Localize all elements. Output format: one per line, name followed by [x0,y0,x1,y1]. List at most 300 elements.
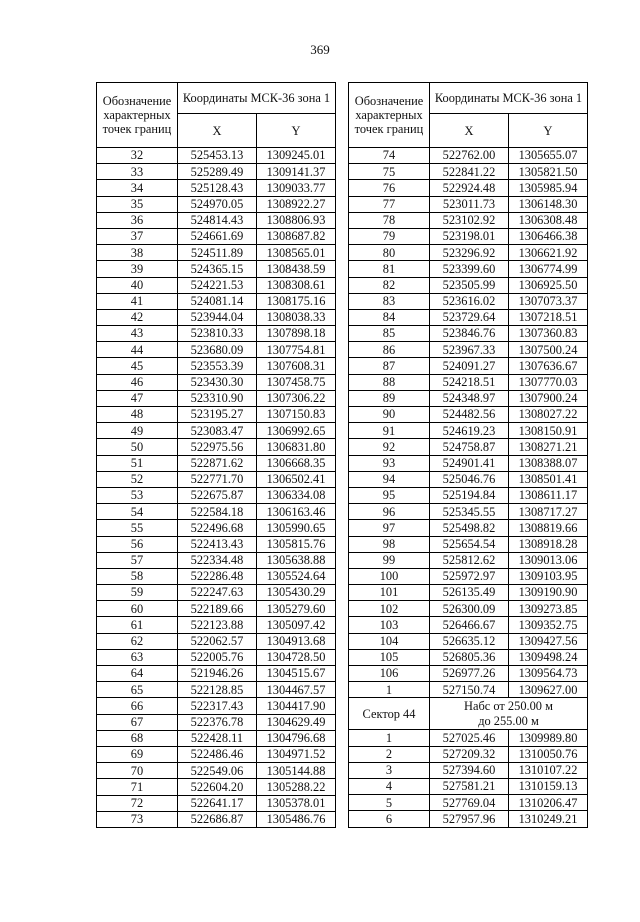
y-coordinate: 1308388.07 [509,455,588,471]
table-row [349,407,588,423]
table-row [349,180,588,196]
point-number: 84 [349,309,430,325]
table-row [349,601,588,617]
point-number: 92 [349,439,430,455]
point-number: 5 [349,795,430,811]
point-number: 93 [349,455,430,471]
y-coordinate: 1307306.22 [257,390,336,406]
y-coordinate: 1306308.48 [509,212,588,228]
table-row [97,666,336,682]
x-coordinate: 522189.66 [178,601,257,617]
y-coordinate: 1306925.50 [509,277,588,293]
table-row [97,342,336,358]
sector-note-line1: Набс от 250.00 м [464,698,553,713]
table-row [97,390,336,406]
table-row [97,309,336,325]
point-number: 75 [349,164,430,180]
table-row [97,326,336,342]
y-coordinate: 1308501.41 [509,471,588,487]
table-row [97,633,336,649]
x-coordinate: 522428.11 [178,730,257,746]
x-coordinate: 525128.43 [178,180,257,196]
table-row [349,730,588,746]
x-coordinate: 524221.53 [178,277,257,293]
point-number: 47 [97,390,178,406]
x-coordinate: 527150.74 [430,682,509,698]
y-coordinate: 1310249.21 [509,811,588,827]
point-number: 42 [97,309,178,325]
y-coordinate: 1304728.50 [257,649,336,665]
table-row [349,811,588,827]
x-coordinate: 524661.69 [178,228,257,244]
x-coordinate: 524218.51 [430,374,509,390]
y-coordinate: 1306621.92 [509,245,588,261]
point-number: 76 [349,180,430,196]
x-coordinate: 524081.14 [178,293,257,309]
table-row [349,342,588,358]
table-row [349,148,588,164]
table-row [349,617,588,633]
x-coordinate: 522641.17 [178,795,257,811]
point-number: 74 [349,148,430,164]
x-coordinate: 522871.62 [178,455,257,471]
table-row [349,212,588,228]
y-coordinate: 1309141.37 [257,164,336,180]
point-number: 83 [349,293,430,309]
point-number: 40 [97,277,178,293]
point-number: 101 [349,585,430,601]
point-number: 106 [349,666,430,682]
coords-header: Координаты МСК-36 зона 1 [430,83,588,114]
point-number: 55 [97,520,178,536]
point-label-header: Обозначение характерных точек границ [349,83,430,148]
y-coordinate: 1308922.27 [257,196,336,212]
point-number: 69 [97,746,178,762]
point-number: 89 [349,390,430,406]
x-coordinate: 524901.41 [430,455,509,471]
y-coordinate: 1309190.90 [509,585,588,601]
y-coordinate: 1310050.76 [509,746,588,762]
point-number: 45 [97,358,178,374]
y-coordinate: 1308150.91 [509,423,588,439]
page-number: 369 [310,42,330,57]
y-coordinate: 1305486.76 [257,811,336,827]
table-row [349,245,588,261]
table-row [349,358,588,374]
y-coordinate: 1307458.75 [257,374,336,390]
y-coordinate: 1304417.90 [257,698,336,714]
y-coordinate: 1304629.49 [257,714,336,730]
x-coordinate: 522549.06 [178,763,257,779]
y-coordinate: 1305638.88 [257,552,336,568]
y-coordinate: 1307360.83 [509,326,588,342]
y-coordinate: 1307218.51 [509,309,588,325]
point-number: 56 [97,536,178,552]
x-coordinate: 526466.67 [430,617,509,633]
x-coordinate: 523680.09 [178,342,257,358]
y-coordinate: 1308819.66 [509,520,588,536]
x-coordinate: 525453.13 [178,148,257,164]
y-coordinate: 1308565.01 [257,245,336,261]
coords-header: Координаты МСК-36 зона 1 [178,83,336,114]
x-coordinate: 526977.26 [430,666,509,682]
y-coordinate: 1307898.18 [257,326,336,342]
x-coordinate: 524365.15 [178,261,257,277]
x-coordinate: 527957.96 [430,811,509,827]
table-row [349,471,588,487]
x-coordinate: 522247.63 [178,585,257,601]
x-coordinate: 523399.60 [430,261,509,277]
y-coordinate: 1308308.61 [257,277,336,293]
y-coordinate: 1304796.68 [257,730,336,746]
table-row [97,228,336,244]
y-coordinate: 1305990.65 [257,520,336,536]
table-row [97,180,336,196]
x-coordinate: 523310.90 [178,390,257,406]
x-coordinate: 522924.48 [430,180,509,196]
point-number: 33 [97,164,178,180]
table-row [349,309,588,325]
table-row [349,390,588,406]
table-row [97,358,336,374]
y-coordinate: 1308611.17 [509,487,588,503]
table-row [349,746,588,762]
x-coordinate: 523102.92 [430,212,509,228]
x-coordinate: 522486.46 [178,746,257,762]
point-number: 79 [349,228,430,244]
x-coordinate: 521946.26 [178,666,257,682]
table-row [97,164,336,180]
table-row [349,520,588,536]
table-row [349,293,588,309]
x-coordinate: 522317.43 [178,698,257,714]
table-row [97,779,336,795]
table-row [97,261,336,277]
point-number: 37 [97,228,178,244]
x-coordinate: 522496.68 [178,520,257,536]
table-row [349,487,588,503]
y-coordinate: 1308717.27 [509,504,588,520]
x-coordinate: 524348.97 [430,390,509,406]
y-coordinate: 1308806.93 [257,212,336,228]
x-coordinate: 523505.99 [430,277,509,293]
x-coordinate: 522286.48 [178,568,257,584]
x-coordinate: 524619.23 [430,423,509,439]
point-number: 38 [97,245,178,261]
point-number: 91 [349,423,430,439]
x-coordinate: 522604.20 [178,779,257,795]
point-number: 98 [349,536,430,552]
y-coordinate: 1306502.41 [257,471,336,487]
y-coordinate: 1306992.65 [257,423,336,439]
x-coordinate: 525046.76 [430,471,509,487]
x-coordinate: 523944.04 [178,309,257,325]
x-header: X [178,114,257,148]
point-number: 2 [349,746,430,762]
point-number: 68 [97,730,178,746]
y-coordinate: 1304913.68 [257,633,336,649]
x-coordinate: 523967.33 [430,342,509,358]
y-coordinate: 1305655.07 [509,148,588,164]
point-number: 64 [97,666,178,682]
table-row [349,633,588,649]
point-number: 80 [349,245,430,261]
point-number: 51 [97,455,178,471]
y-coordinate: 1306466.38 [509,228,588,244]
coordinates-table-right [348,82,588,828]
y-coordinate: 1308027.22 [509,407,588,423]
x-coordinate: 525972.97 [430,568,509,584]
table-row [97,568,336,584]
y-coordinate: 1308687.82 [257,228,336,244]
y-coordinate: 1308175.16 [257,293,336,309]
y-coordinate: 1309627.00 [509,682,588,698]
y-coordinate: 1308438.59 [257,261,336,277]
point-number: 67 [97,714,178,730]
y-coordinate: 1308271.21 [509,439,588,455]
y-coordinate: 1307636.67 [509,358,588,374]
point-number: 78 [349,212,430,228]
coordinates-table-left [96,82,336,828]
y-coordinate: 1307900.24 [509,390,588,406]
point-number: 103 [349,617,430,633]
x-coordinate: 522841.22 [430,164,509,180]
table-row [97,730,336,746]
x-coordinate: 523616.02 [430,293,509,309]
x-coordinate: 523553.39 [178,358,257,374]
x-coordinate: 525289.49 [178,164,257,180]
point-number: 96 [349,504,430,520]
y-coordinate: 1309273.85 [509,601,588,617]
point-number: 41 [97,293,178,309]
x-coordinate: 526135.49 [430,585,509,601]
table-row [97,245,336,261]
x-coordinate: 524970.05 [178,196,257,212]
y-coordinate: 1309352.75 [509,617,588,633]
x-coordinate: 522675.87 [178,487,257,503]
table-row [349,552,588,568]
table-row [97,487,336,503]
y-coordinate: 1306774.99 [509,261,588,277]
table-row [349,585,588,601]
x-coordinate: 526635.12 [430,633,509,649]
table-row [97,277,336,293]
y-coordinate: 1308918.28 [509,536,588,552]
table-row [349,762,588,778]
x-coordinate: 523195.27 [178,407,257,423]
x-coordinate: 525194.84 [430,487,509,503]
table-row [349,568,588,584]
x-coordinate: 522334.48 [178,552,257,568]
y-coordinate: 1305821.50 [509,164,588,180]
point-number: 85 [349,326,430,342]
y-coordinate: 1307073.37 [509,293,588,309]
point-number: 100 [349,568,430,584]
x-coordinate: 526300.09 [430,601,509,617]
y-coordinate: 1306831.80 [257,439,336,455]
x-coordinate: 526805.36 [430,649,509,665]
x-coordinate: 524091.27 [430,358,509,374]
x-coordinate: 522005.76 [178,649,257,665]
y-coordinate: 1307500.24 [509,342,588,358]
y-coordinate: 1309103.95 [509,568,588,584]
x-coordinate: 523810.33 [178,326,257,342]
y-coordinate: 1305378.01 [257,795,336,811]
y-header: Y [257,114,336,148]
point-number: 88 [349,374,430,390]
x-coordinate: 527581.21 [430,778,509,794]
table-row [349,423,588,439]
point-number: 44 [97,342,178,358]
x-coordinate: 522123.88 [178,617,257,633]
x-coordinate: 522762.00 [430,148,509,164]
y-coordinate: 1307608.31 [257,358,336,374]
point-number: 62 [97,633,178,649]
table-row [97,649,336,665]
x-coordinate: 522771.70 [178,471,257,487]
table-row [97,293,336,309]
point-number: 97 [349,520,430,536]
x-coordinate: 524511.89 [178,245,257,261]
point-number: 59 [97,585,178,601]
y-header: Y [509,114,588,148]
y-coordinate: 1306334.08 [257,487,336,503]
point-number: 50 [97,439,178,455]
table-row [349,228,588,244]
sector-note-line2: до 255.00 м [478,713,539,728]
table-row [349,666,588,682]
table-row [97,423,336,439]
point-number: 1 [349,730,430,746]
table-row [349,455,588,471]
table-row [349,649,588,665]
table-row [97,455,336,471]
point-number: 65 [97,682,178,698]
x-coordinate: 522686.87 [178,811,257,827]
y-coordinate: 1309245.01 [257,148,336,164]
point-number: 32 [97,148,178,164]
y-coordinate: 1310206.47 [509,795,588,811]
x-coordinate: 523846.76 [430,326,509,342]
x-coordinate: 523430.30 [178,374,257,390]
x-coordinate: 523083.47 [178,423,257,439]
table-row [97,552,336,568]
table-row [97,212,336,228]
x-coordinate: 522062.57 [178,633,257,649]
x-coordinate: 523729.64 [430,309,509,325]
table-row [97,471,336,487]
point-number: 99 [349,552,430,568]
table-row [97,601,336,617]
point-number: 87 [349,358,430,374]
table-row [349,439,588,455]
x-coordinate: 522413.43 [178,536,257,552]
x-coordinate: 527394.60 [430,762,509,778]
y-coordinate: 1309498.24 [509,649,588,665]
point-number: 1 [349,682,430,698]
table-row [349,196,588,212]
x-coordinate: 525654.54 [430,536,509,552]
point-number: 86 [349,342,430,358]
x-coordinate: 524758.87 [430,439,509,455]
sector-label: Сектор 44 [349,698,430,730]
table-row [349,277,588,293]
table-row [349,374,588,390]
point-number: 70 [97,763,178,779]
point-number: 71 [97,779,178,795]
y-coordinate: 1309013.06 [509,552,588,568]
point-number: 48 [97,407,178,423]
x-coordinate: 525345.55 [430,504,509,520]
y-coordinate: 1309427.56 [509,633,588,649]
y-coordinate: 1306163.46 [257,504,336,520]
point-number: 39 [97,261,178,277]
point-number: 95 [349,487,430,503]
table-row [349,778,588,794]
x-coordinate: 527769.04 [430,795,509,811]
x-coordinate: 522584.18 [178,504,257,520]
y-coordinate: 1305288.22 [257,779,336,795]
point-number: 36 [97,212,178,228]
point-number: 46 [97,374,178,390]
point-number: 72 [97,795,178,811]
table-row [349,536,588,552]
table-row [97,763,336,779]
point-number: 94 [349,471,430,487]
y-coordinate: 1305279.60 [257,601,336,617]
point-number: 90 [349,407,430,423]
x-coordinate: 524482.56 [430,407,509,423]
x-coordinate: 527025.46 [430,730,509,746]
y-coordinate: 1304971.52 [257,746,336,762]
table-row [349,164,588,180]
x-coordinate: 523296.92 [430,245,509,261]
point-number: 82 [349,277,430,293]
y-coordinate: 1304467.57 [257,682,336,698]
table-row [97,682,336,698]
table-row [349,326,588,342]
y-coordinate: 1310159.13 [509,778,588,794]
table-row [349,261,588,277]
point-number: 60 [97,601,178,617]
x-coordinate: 523011.73 [430,196,509,212]
y-coordinate: 1308038.33 [257,309,336,325]
point-number: 3 [349,762,430,778]
point-number: 53 [97,487,178,503]
point-number: 58 [97,568,178,584]
table-row [97,617,336,633]
table-row [97,811,336,827]
point-number: 49 [97,423,178,439]
table-row [97,714,336,730]
table-row [97,439,336,455]
table-row [349,504,588,520]
x-coordinate: 522376.78 [178,714,257,730]
point-number: 61 [97,617,178,633]
y-coordinate: 1305144.88 [257,763,336,779]
table-row [349,682,588,698]
point-number: 57 [97,552,178,568]
point-label-header: Обозначение характерных точек границ [97,83,178,148]
point-number: 73 [97,811,178,827]
point-number: 105 [349,649,430,665]
table-row [97,746,336,762]
sector-note [430,698,588,730]
sector-header-row [349,698,588,730]
table-row [97,585,336,601]
y-coordinate: 1306668.35 [257,455,336,471]
x-coordinate: 522975.56 [178,439,257,455]
